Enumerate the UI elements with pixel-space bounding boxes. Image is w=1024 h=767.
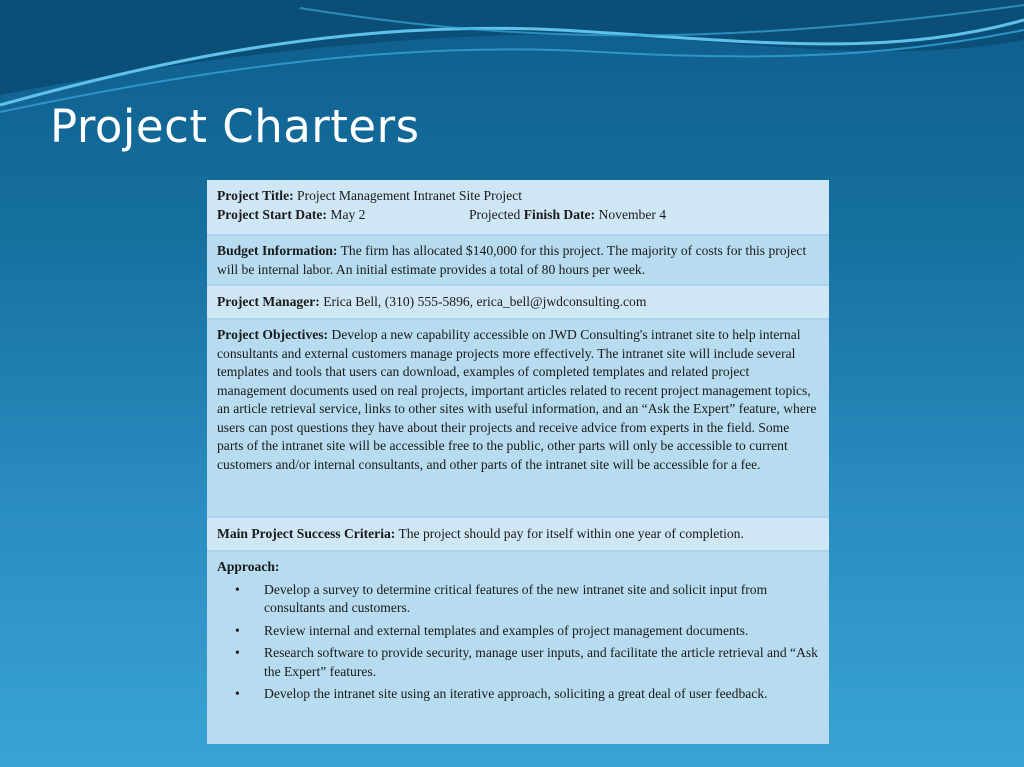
finish-date-value: November 4 <box>598 206 667 222</box>
budget-label: Budget Information: <box>217 243 338 258</box>
list-item: • Develop a survey to determine critical features of the new intranet site and solicit input from consultants and customers. <box>235 581 768 615</box>
project-charter-table <box>207 180 829 744</box>
budget-text: The firm has allocated $140,000 for this project. The majority of costs for this project will be internal labor. An initial estimate provides a total of 80 hours per week. <box>217 243 807 277</box>
slide-title: Project Charters <box>50 100 420 153</box>
budget-section <box>207 236 829 284</box>
approach-item-text: Develop the intranet site using an iterative approach, soliciting a great deal of user feedback. <box>264 686 768 701</box>
list-item: • Review internal and external templates and examples of project management documents. <box>235 622 749 638</box>
approach-section <box>207 552 829 744</box>
approach-item-text: Develop a survey to determine critical features of the new intranet site and solicit input from consultants and customers. <box>264 581 768 615</box>
approach-item-text: Review internal and external templates and examples of project management documents. <box>264 622 749 638</box>
charter-header-section <box>207 180 829 234</box>
start-date-value: May 2 <box>330 206 366 222</box>
manager-label: Project Manager: <box>217 294 320 309</box>
criteria-text: The project should pay for itself within one year of completion. <box>398 526 744 541</box>
finish-date-prefix: Projected <box>469 206 521 222</box>
criteria-label: Main Project Success Criteria: <box>217 526 396 541</box>
approach-list <box>217 581 819 704</box>
dates-row <box>217 206 819 225</box>
success-criteria-section <box>207 518 829 550</box>
project-title-value: Project Management Intranet Site Project <box>297 188 523 203</box>
start-date-label: Project Start Date: <box>217 206 327 222</box>
objectives-section <box>207 320 829 516</box>
project-title-label: Project Title: <box>217 188 294 203</box>
manager-section <box>207 286 829 318</box>
objectives-text: Develop a new capability accessible on JWD Consulting's intranet site to help internal consultants and external customers manage projects more effectively. The intranet site will include several templates and tools that users can download, examples of completed templates and related project management documents used on real projects, important articles related to recent project management topics, an article retrieval service, links to other sites with useful information, and an “Ask the Expert” feature, where users can post questions they have about their projects and receive advice from experts in the field. Some parts of the intranet site will be accessible free to the public, other parts will only be accessible to current customers and/or internal consultants, and other parts of the intranet site will be accessible for a fee. <box>217 327 817 472</box>
objectives-label: Project Objectives: <box>217 327 329 342</box>
project-title-row <box>217 187 819 206</box>
approach-item-text: Research software to provide security, manage user inputs, and facilitate the article retrieval and “Ask the Expert” features. <box>264 645 818 679</box>
approach-label: Approach: <box>217 559 280 574</box>
manager-text: Erica Bell, (310) 555-5896, erica_bell@jwdconsulting.com <box>323 294 647 309</box>
list-item: • Develop the intranet site using an iterative approach, soliciting a great deal of user feedback. <box>235 686 768 701</box>
finish-date-label: Finish Date: <box>523 206 596 222</box>
list-item: • Research software to provide security, manage user inputs, and facilitate the article retrieval and “Ask the Expert” features. <box>235 645 818 679</box>
